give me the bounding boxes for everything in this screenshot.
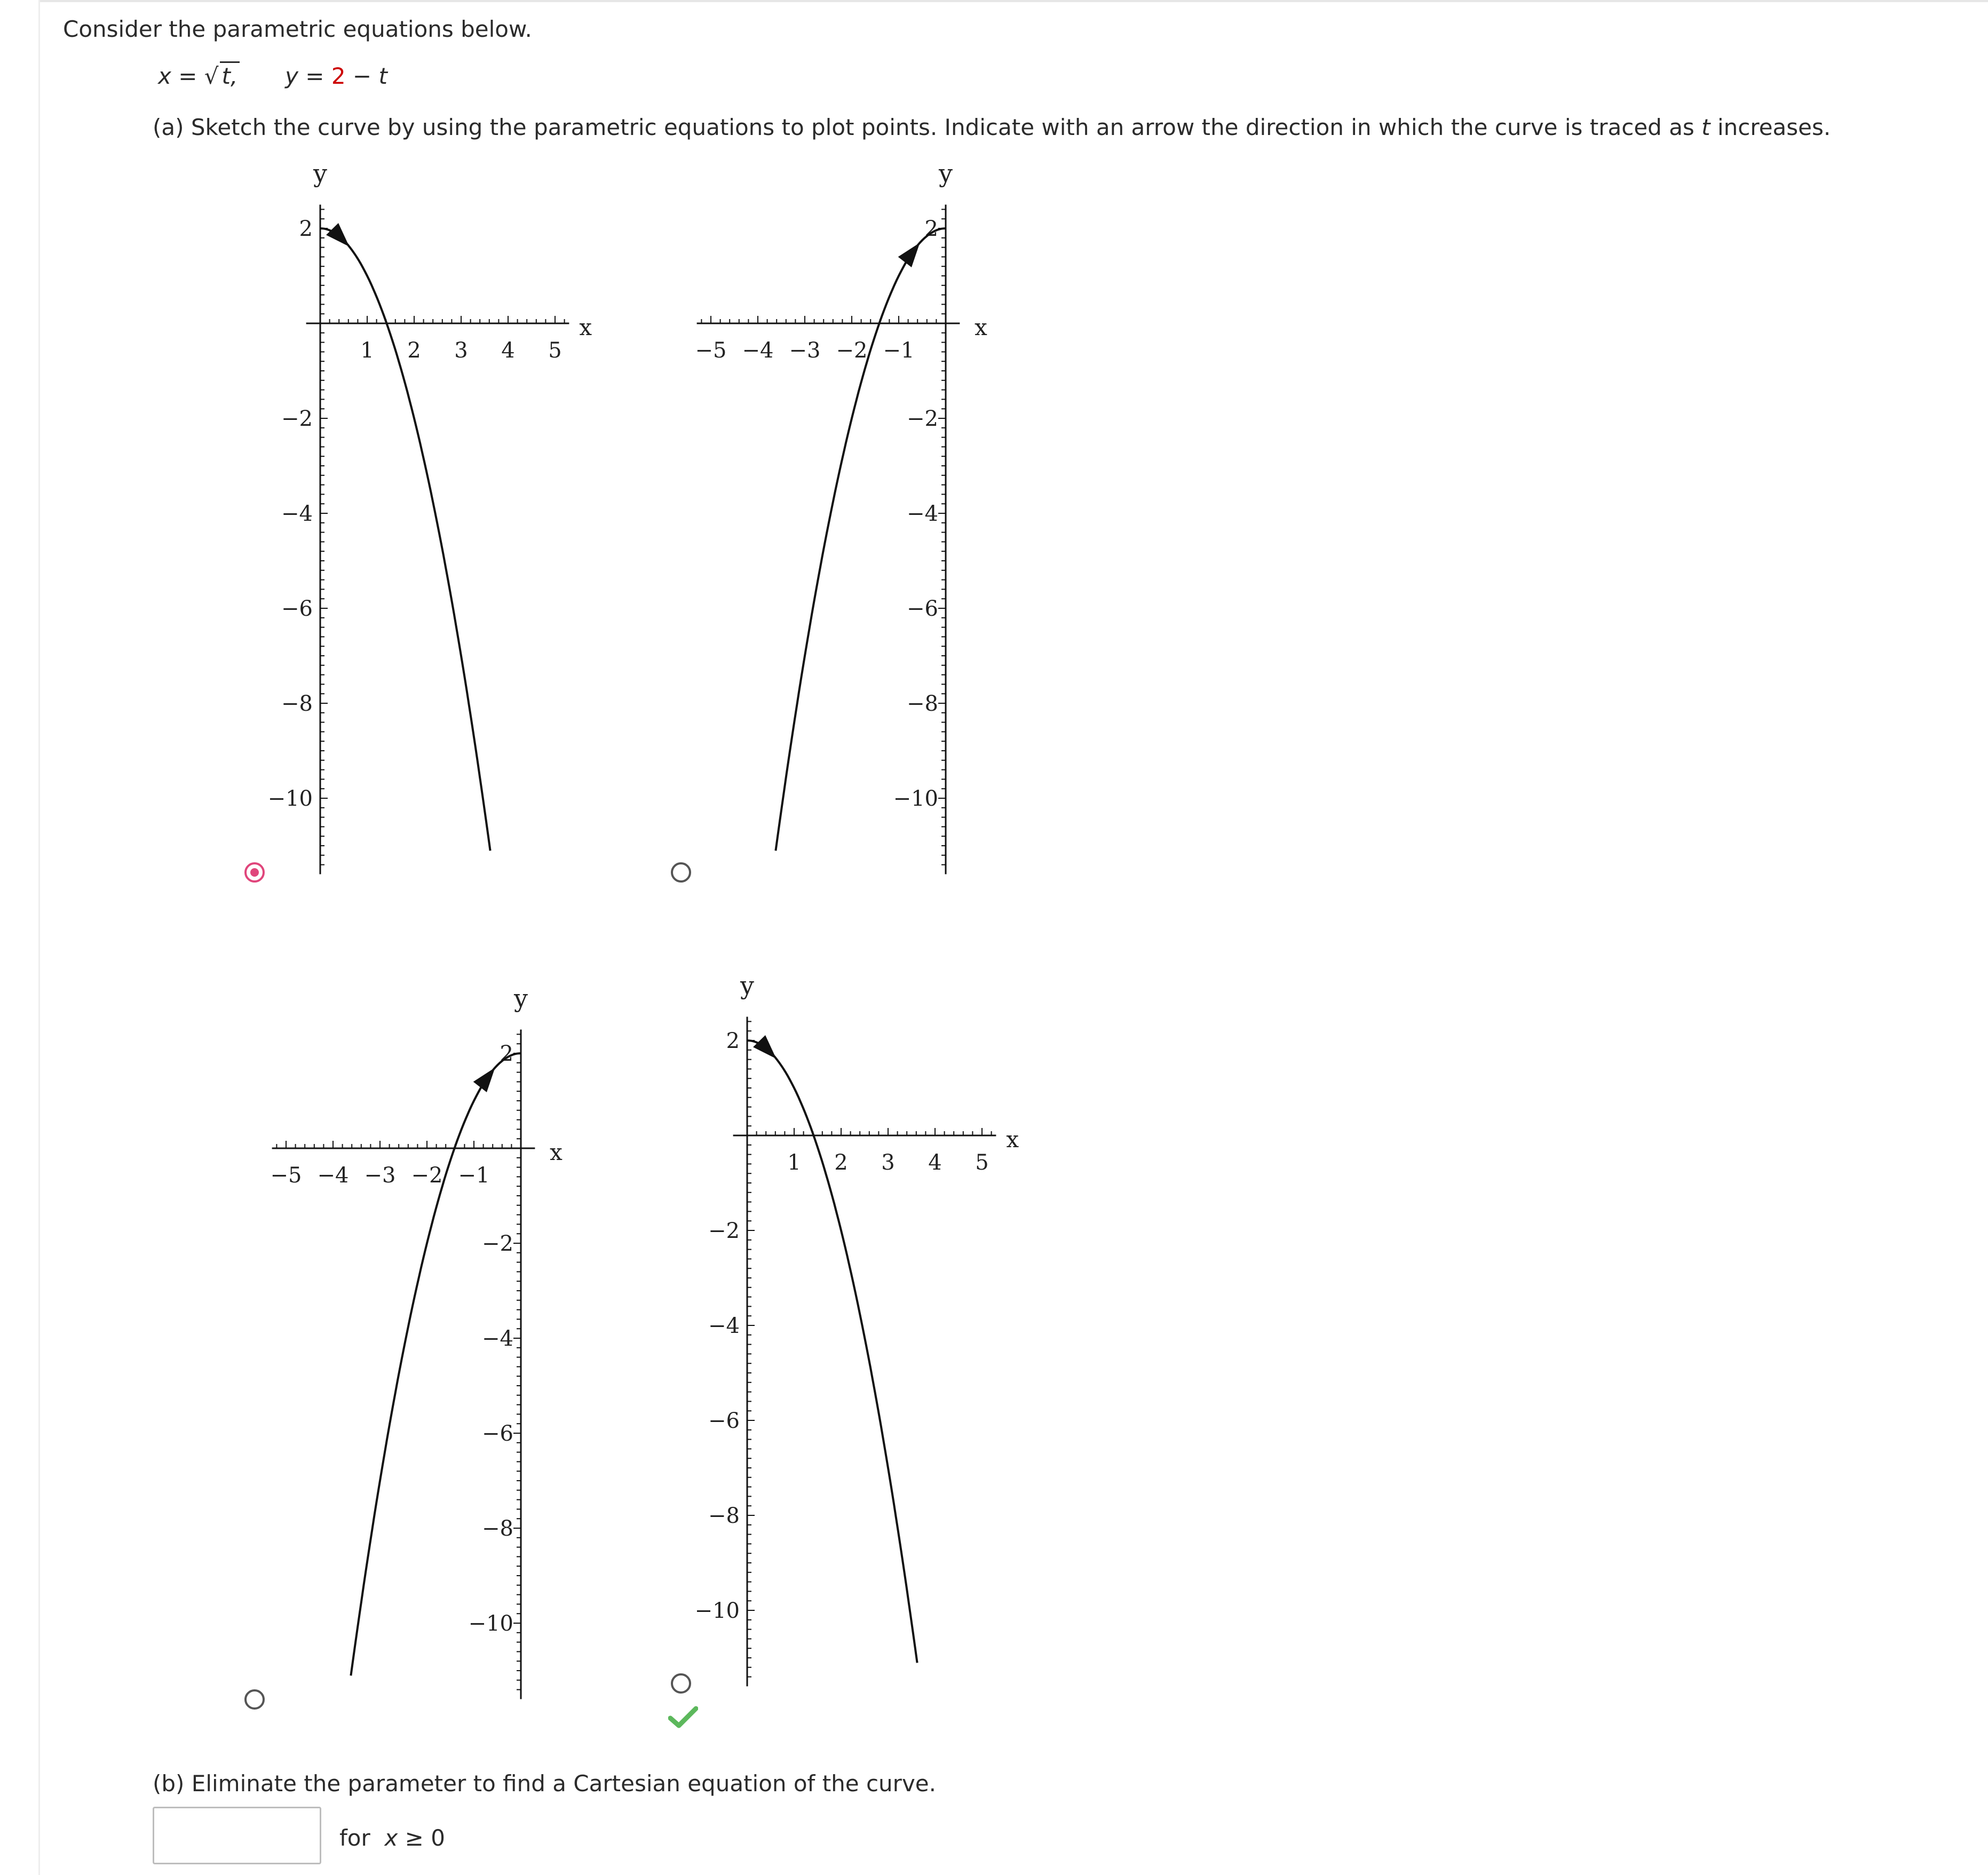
graph-option-b	[695, 159, 988, 874]
x-tick-label: 4	[501, 338, 515, 363]
x-axis-label: x	[1006, 1126, 1019, 1153]
x-tick-label: −4	[317, 1163, 349, 1188]
y-tick-label: −10	[893, 786, 938, 811]
y-tick-label: −4	[907, 502, 938, 526]
x-tick-label: 3	[881, 1150, 895, 1175]
x-tick-label: 4	[928, 1150, 942, 1175]
y-axis-label: y	[514, 984, 528, 1013]
y-tick-label: −2	[907, 407, 938, 431]
y-tick-label: −2	[482, 1232, 513, 1256]
cartesian-equation-input[interactable]	[153, 1807, 321, 1864]
x-axis-label: x	[975, 314, 987, 340]
y-tick-label: −10	[267, 786, 313, 811]
direction-arrow	[473, 1068, 495, 1092]
x-tick-label: 2	[834, 1150, 848, 1175]
y-tick-label: 2	[299, 217, 313, 241]
y-tick-label: −8	[907, 692, 938, 716]
question-intro: Consider the parametric equations below.	[63, 16, 532, 42]
y-axis-label: y	[740, 971, 754, 1000]
part-a-var: t	[1701, 114, 1710, 140]
graph-option-d	[695, 971, 1019, 1686]
eq-y-constant: 2	[331, 63, 346, 89]
part-a-text-1: (a) Sketch the curve by using the parametric equations to plot points. Indicate with an arrow the direction in which the curve is traced as	[153, 114, 1702, 140]
graph-option-c	[271, 984, 563, 1699]
graph-option-a	[268, 159, 592, 874]
x-tick-label: −4	[742, 338, 774, 363]
eq-y-lhs: y =	[285, 63, 331, 89]
domain-relation: ≥ 0	[398, 1825, 445, 1851]
eq-x-lhs: x =	[158, 63, 204, 89]
x-tick-label: 1	[787, 1150, 801, 1175]
y-tick-label: −8	[281, 692, 313, 716]
y-tick-label: −6	[708, 1409, 740, 1433]
direction-arrow	[326, 223, 350, 247]
x-tick-label: 5	[548, 338, 562, 363]
y-tick-label: −2	[708, 1219, 740, 1243]
y-tick-label: −10	[468, 1611, 513, 1636]
x-tick-label: −5	[695, 338, 727, 363]
x-tick-label: −3	[364, 1163, 396, 1188]
y-tick-label: −10	[694, 1599, 740, 1623]
domain-var: x	[384, 1825, 398, 1851]
eq-x-radicand: t,	[220, 61, 240, 89]
x-tick-label: −1	[883, 338, 915, 363]
x-tick-label: −5	[270, 1163, 302, 1188]
y-tick-label: −4	[708, 1314, 740, 1338]
x-tick-label: 1	[360, 338, 374, 363]
x-axis-label: x	[550, 1139, 563, 1165]
x-axis-label: x	[579, 314, 592, 340]
y-tick-label: 2	[726, 1029, 740, 1053]
domain-prefix: for	[339, 1825, 370, 1851]
sqrt-symbol: √ t,	[204, 63, 240, 89]
y-tick-label: 2	[924, 217, 938, 241]
y-tick-label: −2	[281, 407, 313, 431]
option-b-radio[interactable]	[671, 862, 691, 883]
x-tick-label: 2	[407, 338, 421, 363]
x-tick-label: 5	[975, 1150, 989, 1175]
x-tick-label: 3	[454, 338, 468, 363]
correct-check-icon	[668, 1705, 698, 1729]
x-tick-label: −3	[789, 338, 821, 363]
x-tick-label: −1	[458, 1163, 490, 1188]
x-tick-label: −2	[411, 1163, 443, 1188]
domain-condition	[339, 1825, 445, 1851]
x-tick-label: −2	[836, 338, 868, 363]
y-tick-label: −6	[281, 597, 313, 621]
y-tick-label: 2	[500, 1042, 513, 1066]
eq-y-rest: − t	[345, 63, 387, 89]
direction-arrow	[753, 1035, 777, 1059]
direction-arrow	[898, 243, 920, 267]
y-axis-label: y	[313, 159, 327, 188]
y-tick-label: −8	[482, 1516, 513, 1541]
part-a-text-2: increases.	[1710, 114, 1831, 140]
option-c-radio[interactable]	[244, 1689, 265, 1710]
y-axis-label: y	[939, 159, 953, 188]
y-tick-label: −8	[708, 1504, 740, 1528]
y-tick-label: −4	[281, 502, 313, 526]
part-b-prompt: (b) Eliminate the parameter to find a Cartesian equation of the curve.	[153, 1770, 936, 1797]
y-tick-label: −4	[482, 1326, 513, 1351]
option-d-radio[interactable]	[671, 1673, 691, 1694]
y-tick-label: −6	[907, 597, 938, 621]
y-tick-label: −6	[482, 1421, 513, 1446]
option-a-radio[interactable]	[244, 862, 265, 883]
